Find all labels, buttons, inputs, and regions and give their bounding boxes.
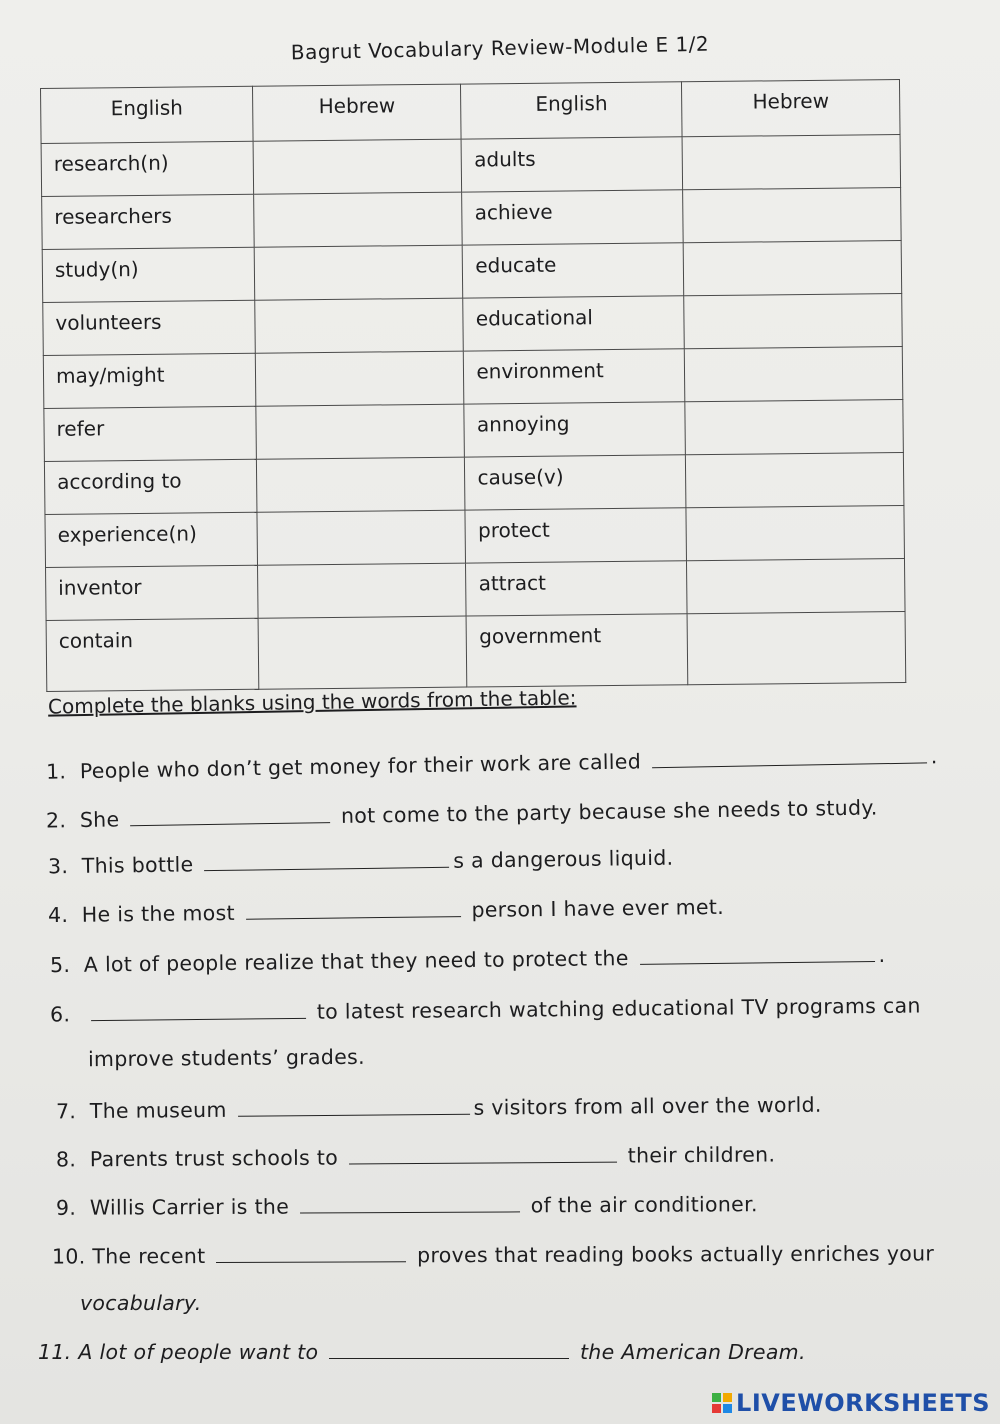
question-number: 2.	[45, 808, 67, 833]
question-6-continued: improve students’ grades.	[87, 1044, 365, 1072]
answer-blank[interactable]	[204, 849, 449, 871]
header-english-1: English	[41, 86, 254, 143]
english-word-cell: government	[466, 614, 687, 687]
question-text: A lot of people realize that they need to protect the	[83, 946, 629, 977]
question-text: proves that reading books actually enriches your	[417, 1241, 935, 1268]
question-text: She	[79, 807, 120, 832]
question-text: Parents trust schools to	[89, 1145, 339, 1172]
english-word-cell: research(n)	[41, 141, 254, 196]
question-text: A lot of people want to	[78, 1340, 319, 1364]
answer-blank[interactable]	[237, 1096, 469, 1117]
question-number: 1.	[45, 759, 67, 784]
header-hebrew-2: Hebrew	[682, 79, 900, 136]
question-2	[46, 795, 878, 832]
question-3	[48, 846, 674, 879]
question-9	[56, 1192, 758, 1220]
question-6	[50, 993, 921, 1026]
answer-blank[interactable]	[300, 1193, 520, 1213]
question-8	[56, 1142, 775, 1171]
english-word-cell: environment	[464, 349, 685, 404]
question-number: 8.	[55, 1147, 77, 1172]
question-7	[56, 1093, 822, 1124]
english-word-cell: cause(v)	[465, 455, 686, 510]
liveworksheets-watermark	[712, 1390, 990, 1416]
question-text: The museum	[89, 1097, 227, 1124]
english-word-cell: achieve	[462, 190, 683, 245]
answer-blank[interactable]	[246, 898, 461, 920]
question-text: person I have ever met.	[471, 894, 725, 922]
question-1	[46, 744, 938, 784]
header-english-2: English	[461, 82, 682, 139]
answer-blank[interactable]	[329, 1340, 569, 1359]
question-text: .	[878, 942, 886, 967]
question-text: Willis Carrier is the	[89, 1194, 290, 1220]
english-word-cell: protect	[465, 508, 686, 563]
liveworksheets-logo-icon	[712, 1393, 732, 1413]
question-number: 6.	[49, 1002, 71, 1027]
answer-blank[interactable]	[216, 1243, 406, 1263]
english-word-cell: educational	[463, 296, 684, 351]
question-text: not come to the party because she needs to study.	[340, 795, 878, 828]
english-word-cell: according to	[44, 459, 257, 514]
question-10	[52, 1241, 934, 1268]
question-number: 11.	[38, 1340, 72, 1364]
english-word-cell: volunteers	[43, 300, 256, 355]
english-word-cell: contain	[46, 618, 259, 691]
page-title: Bagrut Vocabulary Review-Module E 1/2	[290, 31, 710, 65]
question-11	[38, 1340, 806, 1364]
answer-blank[interactable]	[639, 943, 874, 965]
answer-blank[interactable]	[349, 1144, 617, 1165]
question-number: 10.	[51, 1244, 86, 1269]
question-number: 9.	[55, 1195, 77, 1220]
english-word-cell: study(n)	[42, 247, 255, 302]
question-text: their children.	[627, 1142, 776, 1168]
english-word-cell: experience(n)	[45, 512, 258, 567]
question-number: 7.	[55, 1099, 77, 1124]
question-text: s visitors from all over the world.	[473, 1092, 822, 1120]
english-word-cell: inventor	[46, 565, 259, 620]
english-word-cell: refer	[44, 406, 257, 461]
question-text: He is the most	[81, 900, 236, 927]
question-text: s a dangerous liquid.	[453, 845, 674, 873]
english-word-cell: may/might	[43, 353, 256, 408]
header-hebrew-1: Hebrew	[253, 84, 462, 141]
question-number: 5.	[49, 952, 71, 978]
english-word-cell: researchers	[42, 194, 255, 249]
question-10-continued: vocabulary.	[80, 1291, 202, 1315]
exercise-instructions: Complete the blanks using the words from the table:	[47, 685, 577, 719]
answer-blank[interactable]	[130, 804, 330, 826]
question-text: of the air conditioner.	[530, 1192, 758, 1218]
answer-blank[interactable]	[91, 1000, 306, 1021]
english-word-cell: educate	[463, 243, 684, 298]
watermark-text: LIVEWORKSHEETS	[736, 1389, 990, 1417]
question-text: This bottle	[81, 852, 194, 878]
question-text: to latest research watching educational TV programs can	[316, 993, 921, 1024]
english-word-cell: annoying	[464, 402, 685, 457]
question-text: The recent	[92, 1244, 206, 1269]
english-word-cell: adults	[461, 137, 682, 192]
question-number: 4.	[47, 902, 69, 928]
question-4	[48, 895, 724, 927]
question-number: 3.	[47, 854, 69, 879]
question-text: the American Dream.	[579, 1340, 806, 1364]
question-text: People who don’t get money for their work are called	[79, 749, 642, 784]
question-text: .	[930, 744, 938, 769]
question-5	[50, 943, 886, 977]
answer-blank[interactable]	[652, 744, 927, 768]
english-word-cell: attract	[466, 561, 687, 616]
